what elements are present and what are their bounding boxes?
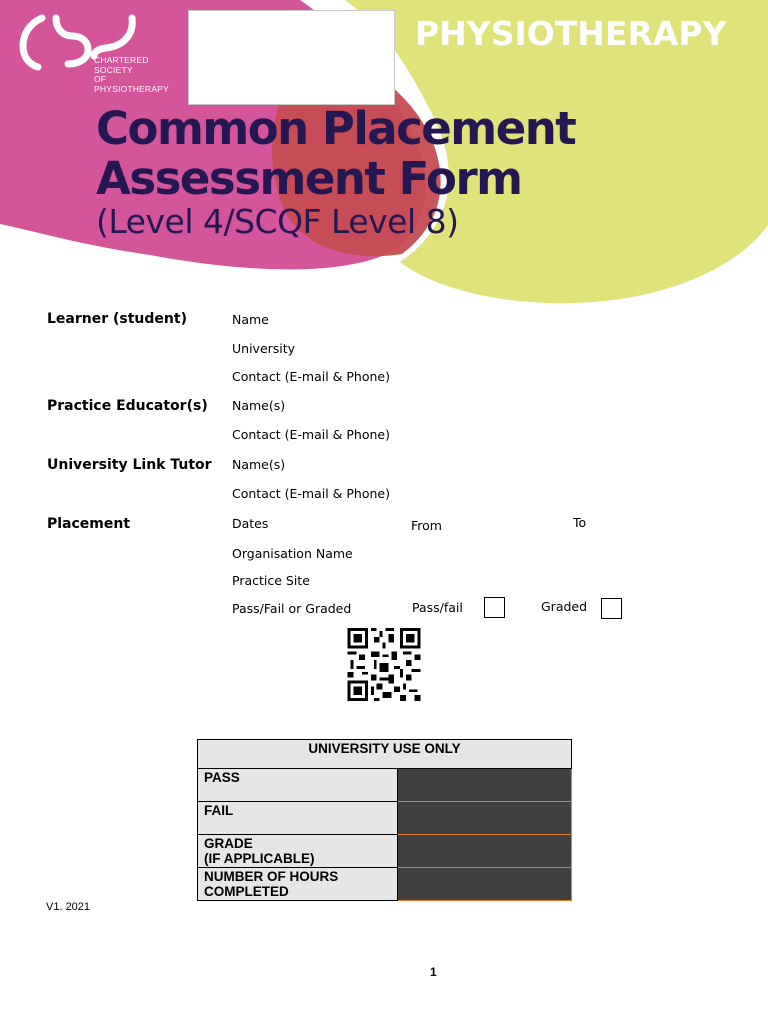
learner-label: Learner (student) — [47, 311, 187, 327]
fail-value-field[interactable] — [398, 802, 572, 835]
pass-fail-or-graded-label: Pass/Fail or Graded — [232, 601, 352, 616]
blank-header-box — [188, 10, 395, 105]
from-label: From — [411, 518, 442, 533]
educator-names-label: Name(s) — [232, 398, 286, 413]
grade-row-label: GRADE (IF APPLICABLE) — [198, 835, 398, 868]
pass-fail-checkbox[interactable] — [484, 597, 505, 618]
educator-contact-label: Contact (E-mail & Phone) — [232, 427, 390, 442]
placement-label: Placement — [47, 516, 131, 532]
tutor-names-label: Name(s) — [232, 457, 286, 472]
educator-label: Practice Educator(s) — [47, 398, 208, 414]
page-number: 1 — [430, 965, 437, 979]
learner-name-label: Name — [232, 312, 269, 327]
brand-text: PHYSIOTHERAPY — [415, 14, 727, 53]
hours-row-label: NUMBER OF HOURS COMPLETED — [198, 868, 398, 901]
grade-value-field[interactable] — [398, 835, 572, 868]
pass-row-label: PASS — [198, 769, 398, 802]
title-line-1: Common Placement — [96, 102, 576, 155]
dates-label: Dates — [232, 516, 269, 531]
version-label: V1. 2021 — [46, 901, 91, 913]
hours-value-field[interactable] — [398, 868, 572, 901]
tutor-contact-label: Contact (E-mail & Phone) — [232, 486, 390, 501]
org-name: CHARTERED SOCIETY OF PHYSIOTHERAPY — [94, 55, 169, 94]
graded-option-label: Graded — [541, 599, 588, 614]
learner-university-label: University — [232, 341, 296, 356]
fail-row-label: FAIL — [198, 802, 398, 835]
to-label: To — [573, 515, 587, 530]
organisation-label: Organisation Name — [232, 546, 353, 561]
practice-site-label: Practice Site — [232, 573, 310, 588]
pass-value-field[interactable] — [398, 769, 572, 802]
qr-code — [346, 628, 422, 701]
title-line-2: Assessment Form — [96, 152, 522, 205]
subtitle: (Level 4/SCQF Level 8) — [96, 202, 459, 241]
graded-checkbox[interactable] — [601, 598, 622, 619]
university-use-heading: UNIVERSITY USE ONLY — [198, 740, 572, 769]
pass-fail-option-label: Pass/fail — [412, 600, 463, 615]
tutor-label: University Link Tutor — [47, 457, 212, 473]
learner-contact-label: Contact (E-mail & Phone) — [232, 369, 390, 384]
university-use-table — [197, 739, 572, 901]
